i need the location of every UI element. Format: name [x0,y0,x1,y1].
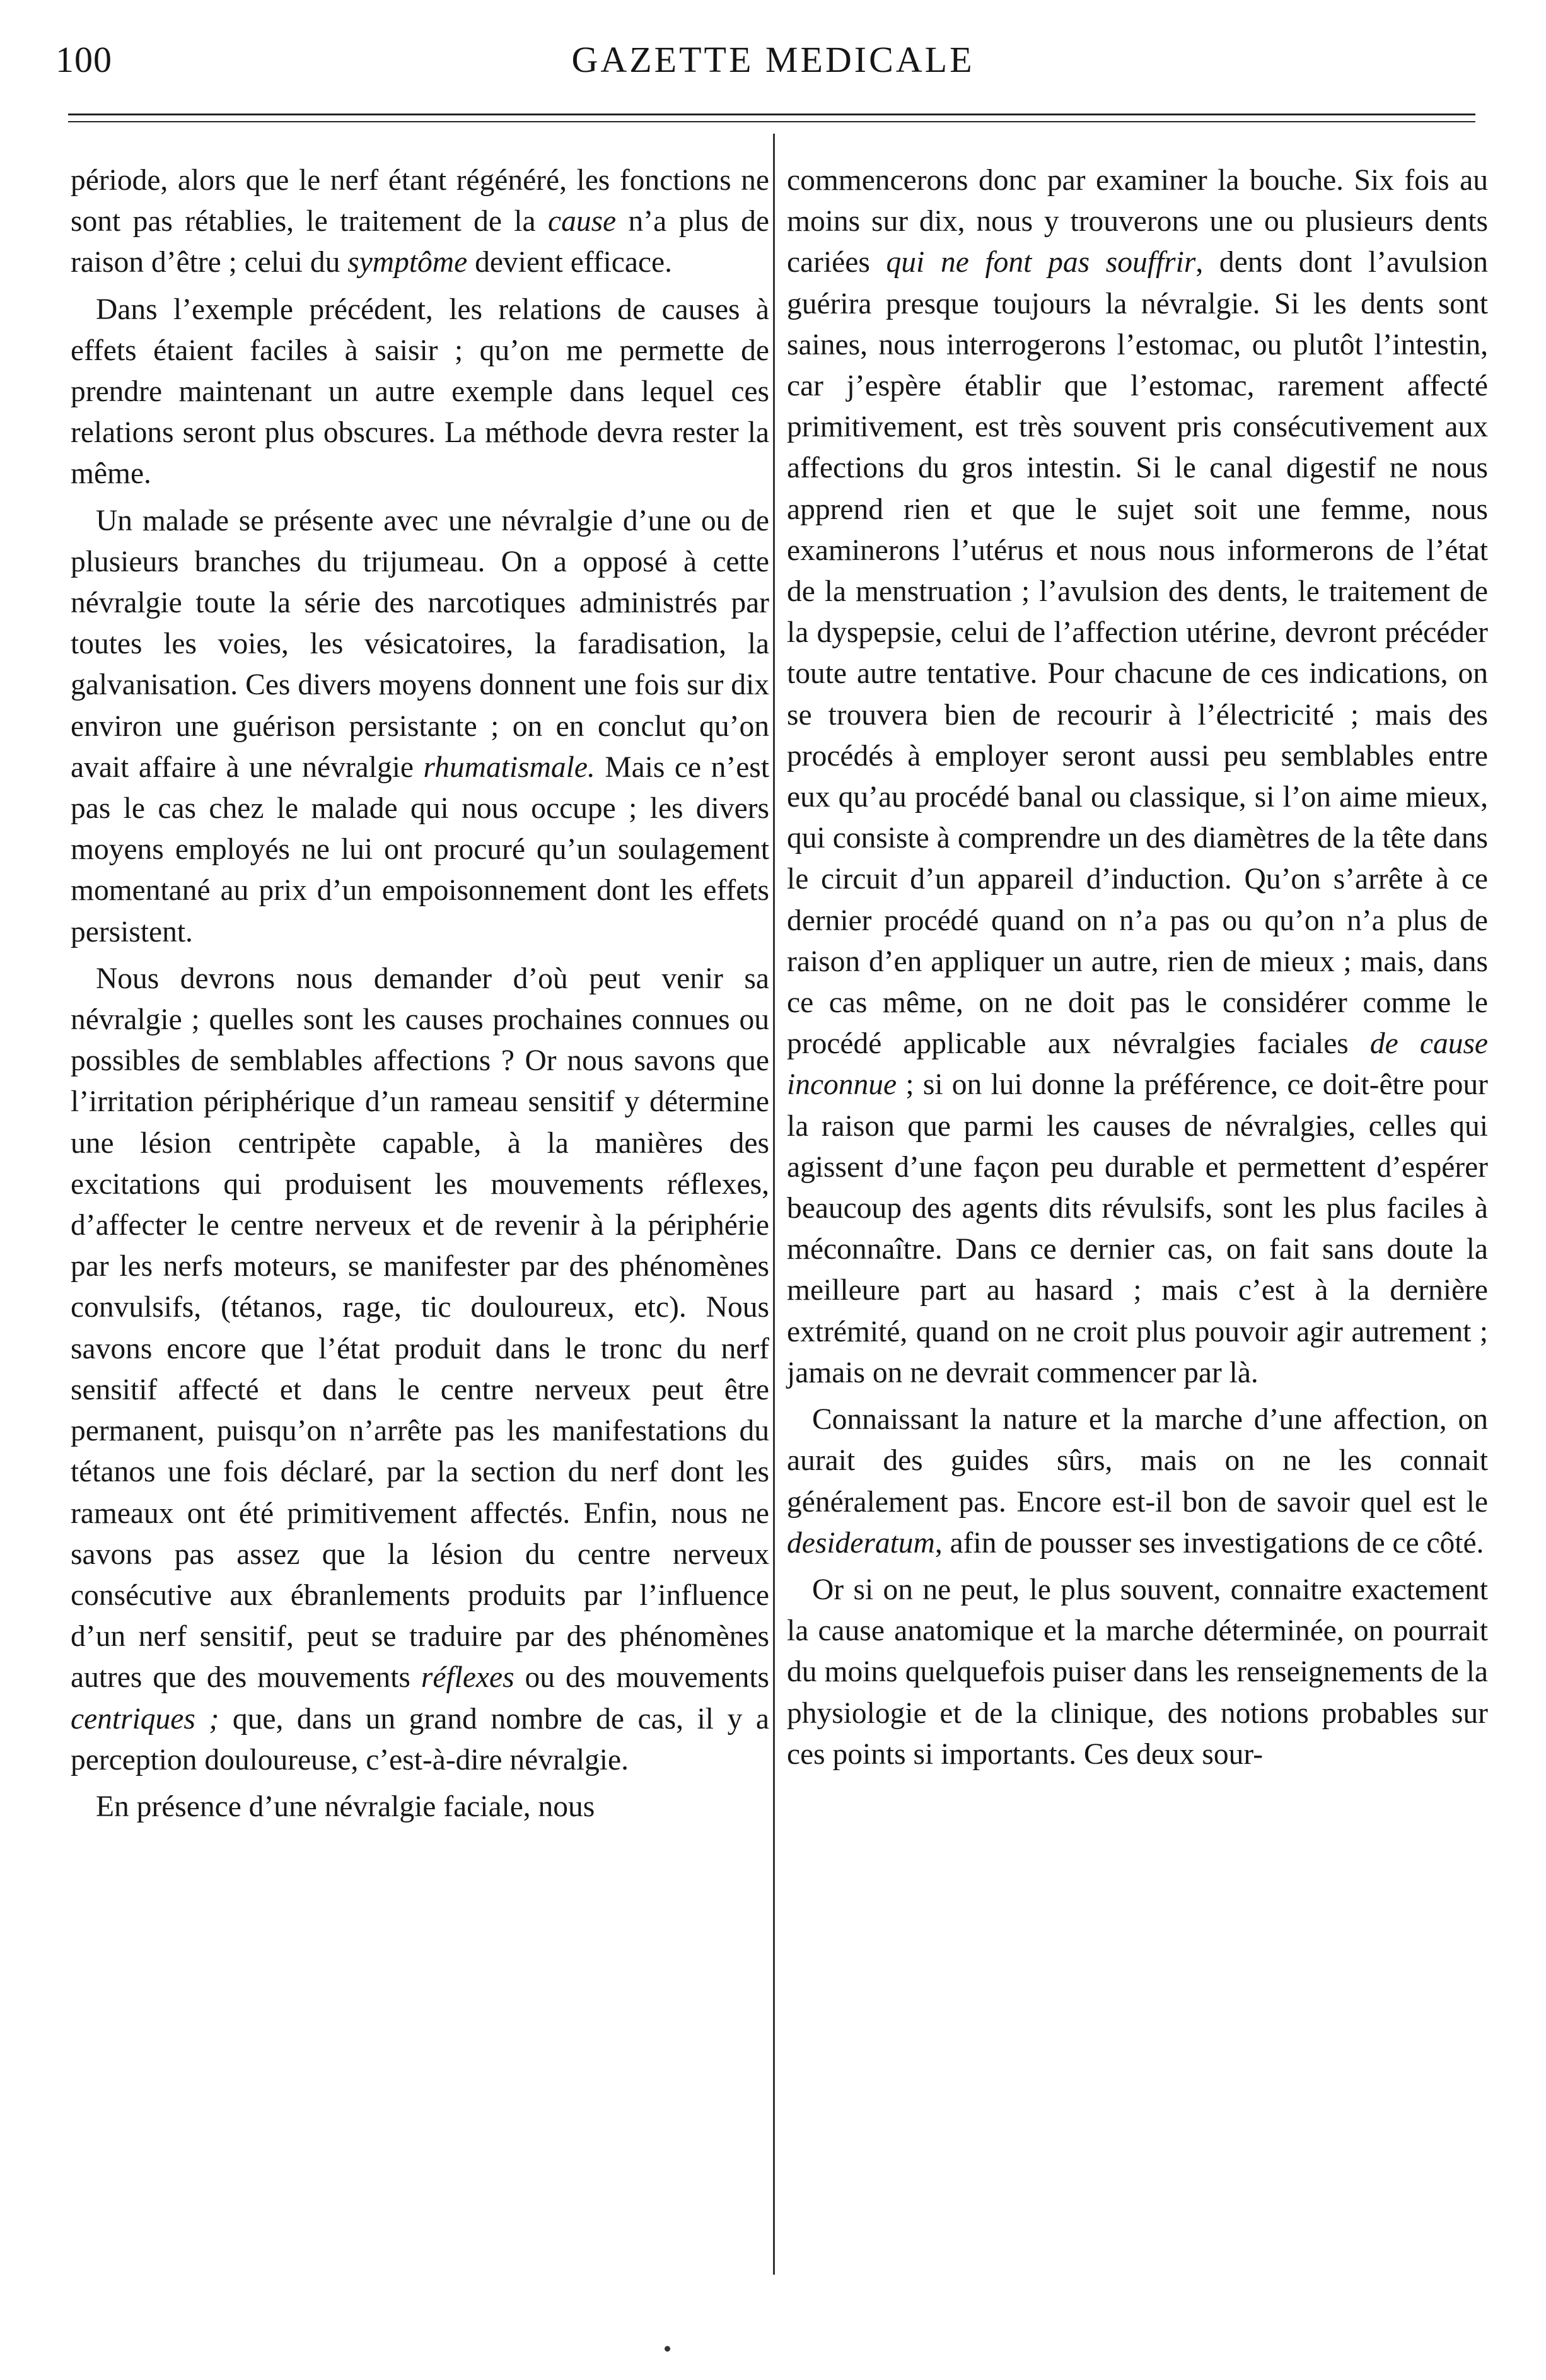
paragraph: Or si on ne peut, le plus souvent, connaitre exactement la cause anatomique et la marche déterminée, on pourrait du moins quelquefois puiser dans les renseignements de la physiologie et de la clinique, des notions probables sur ces points si importants. Ces deux sour- [787,1573,1488,1771]
italic-emphasis: qui ne font pas souffrir [886,246,1196,279]
column-divider [773,134,775,2275]
running-head: GAZETTE MEDICALE [571,39,975,80]
paragraph: période, alors que le nerf étant régénéré, les fonctions ne sont pas rétablies, le traitement de la cause n’a plus de raison d’être ; celui du symptôme devient efficace. [71,164,769,279]
italic-emphasis: centriques ; [71,1702,219,1735]
paragraph: Un malade se présente avec une névralgie d’une ou de plusieurs branches du trijumeau. On a opposé à cette névralgie toute la série des narcotiques administrés par toutes les voies, les vésicatoires, la faradisation, la galvanisation. Ces divers moyens donnent une fois sur dix environ une guérison persistante ; on en conclut qu’on avait affaire à une névralgie rhumatismale. Mais ce n’est pas le cas chez le malade qui nous occupe ; les divers moyens employés ne lui ont procuré qu’un soulagement momentané au prix d’un empoisonnement dont les effets persistent. [71,504,769,948]
header-rule-secondary [68,121,1475,122]
italic-emphasis: symptôme [347,246,468,279]
italic-emphasis: de cause inconnue [787,1027,1489,1102]
paragraph: En présence d’une névralgie faciale, nous [96,1790,595,1823]
page-mark [665,2346,670,2352]
italic-emphasis: desideratum [787,1526,935,1560]
left-column [71,160,769,1833]
header-rule [68,114,1475,115]
page-number: 100 [55,39,112,80]
paragraph: Nous devrons nous demander d’où peut venir sa névralgie ; quelles sont les causes prochaines connues ou possibles de semblables affections ? Or nous savons que l’irritation périphérique d’un rameau sensitif y détermine une lésion centripète capable, à la manières des excitations qui produisent les mouvements réflexes, d’affecter le centre nerveux et de revenir à la périphérie par les nerfs moteurs, se manifester par des phénomènes convulsifs, (tétanos, rage, tic douloureux, etc). Nous savons encore que l’état produit dans le tronc du nerf sensitif affecté et dans le centre nerveux peut être permanent, puisqu’on n’arrête pas les manifestations du tétanos une fois déclaré, par la section du nerf dont les rameaux ont été primitivement affectés. Enfin, nous ne savons pas assez que la lésion du centre nerveux consécutive aux ébranlements produits par l’influence d’un nerf sensitif, peut se traduire par des phénomènes autres que des mouvements réflexes ou des mouvements centriques ; que, dans un grand nombre de cas, il y a perception douloureuse, c’est-à-dire névralgie. [71,962,770,1776]
italic-emphasis: réflexes [421,1661,514,1695]
italic-emphasis: cause [547,205,617,238]
italic-emphasis: rhumatismale. [423,750,595,784]
right-column [787,160,1488,1781]
paragraph: Connaissant la nature et la marche d’une affection, on aurait des guides sûrs, mais on ne les connait généralement pas. Encore est-il bon de savoir quel est le desideratum, afin de pousser ses investigations de ce côté. [787,1403,1488,1560]
paragraph: Dans l’exemple précédent, les relations de causes à effets étaient faciles à saisir ; qu’on me permette de prendre maintenant un autre exemple dans lequel ces relations seront plus obscures. La méthode devra rester la même. [71,293,769,491]
paragraph: commencerons donc par examiner la bouche. Six fois au moins sur dix, nous y trouverons une ou plusieurs dents cariées qui ne font pas souffrir, dents dont l’avulsion guérira presque toujours la névralgie. Si les dents sont saines, nous interrogerons l’estomac, ou plutôt l’intestin, car j’espère établir que l’estomac, rarement affecté primitivement, est très souvent pris consécutivement aux affections du gros intestin. Si le canal digestif ne nous apprend rien et que le sujet soit une femme, nous examinerons l’utérus et nous nous informerons de l’état de la menstruation ; l’avulsion des dents, le traitement de la dyspepsie, celui de l’affection utérine, devront précéder toute autre tentative. Pour chacune de ces indications, on se trouvera bien de recourir à l’électricité ; mais des procédés à employer seront aussi peu semblables entre eux qu’au procédé banal ou classique, si l’on aime mieux, qui consiste à comprendre un des diamètres de la tête dans le circuit d’un appareil d’induction. Qu’on s’arrête à ce dernier procédé quand on n’a pas ou qu’on n’a plus de raison d’en appliquer un autre, rien de mieux ; mais, dans ce cas même, on ne doit pas le considérer comme le procédé applicable aux névralgies faciales de cause inconnue ; si on lui donne la préférence, ce doit-être pour la raison que parmi les causes de névralgies, celles qui agissent d’une façon peu durable et permettent d’espérer beaucoup des agents dits révulsifs, sont les plus faciles à méconnaître. Dans ce dernier cas, on fait sans doute la meilleure part au hasard ; mais c’est à la dernière extrémité, quand on ne croit plus pouvoir agir autrement ; jamais on ne devrait commencer par là. [787,164,1489,1389]
